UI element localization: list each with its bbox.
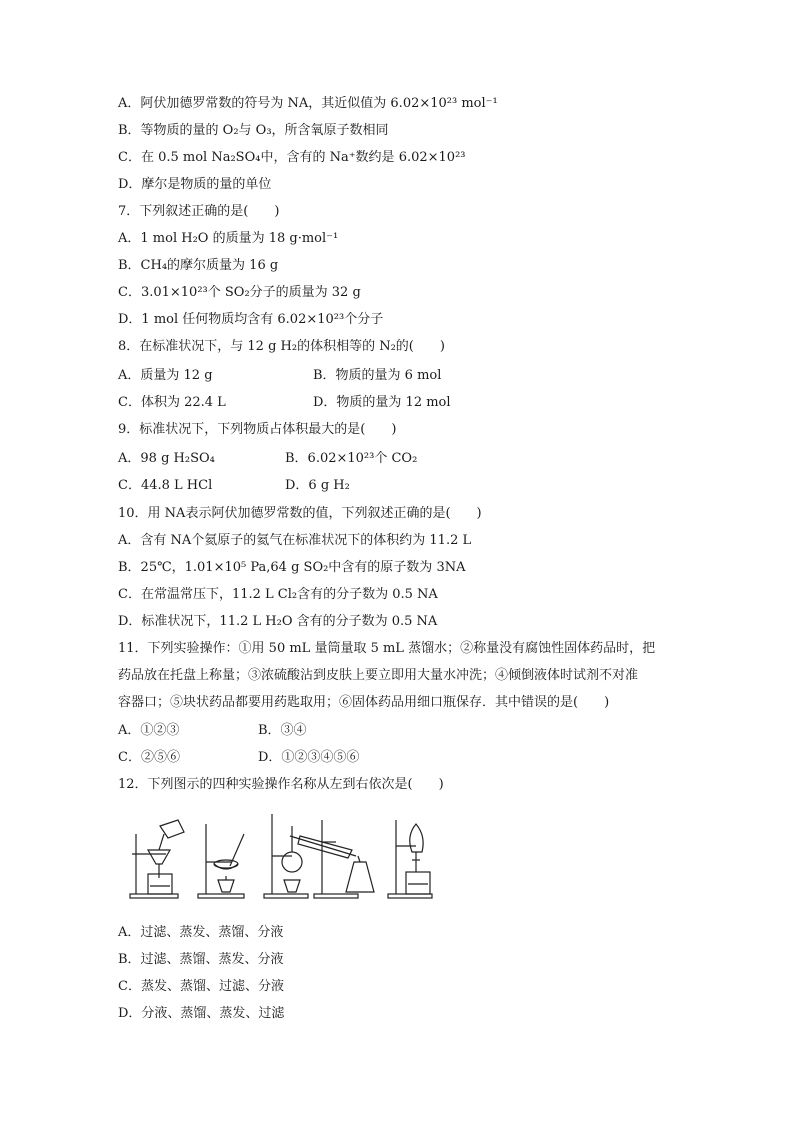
q12-option-c: C．蒸发、蒸馏、过滤、分液 (118, 979, 284, 994)
q8-option-c: C．体积为 22.4 L (118, 395, 226, 410)
q7-stem: 7．下列叙述正确的是( ) (118, 204, 280, 219)
q9-option-d: D．6 g H₂ (285, 478, 350, 493)
q8-option-d: D．物质的量为 12 mol (313, 395, 451, 410)
q6-option-d: D．摩尔是物质的量的单位 (118, 177, 272, 192)
q11-option-a: A．①②③ (118, 723, 180, 738)
filtration-apparatus (130, 820, 184, 898)
q6-option-a: A．阿伏加德罗常数的符号为 NA，其近似值为 6.02×10²³ mol⁻¹ (118, 96, 498, 111)
q9-stem: 9．标准状况下，下列物质占体积最大的是( ) (118, 422, 397, 437)
q11-stem-line2: 药品放在托盘上称量；③浓硫酸沾到皮肤上要立即用大量水冲洗；④倾倒液体时试剂不对准 (118, 668, 639, 683)
q6-option-c: C．在 0.5 mol Na₂SO₄中，含有的 Na⁺数约是 6.02×10²³ (118, 150, 466, 165)
evaporation-apparatus (198, 824, 244, 898)
q10-option-c: C．在常温常压下，11.2 L Cl₂含有的分子数为 0.5 NA (118, 587, 438, 602)
q8-option-b: B．物质的量为 6 mol (313, 368, 442, 383)
q9-option-b: B．6.02×10²³个 CO₂ (285, 451, 418, 466)
q8-stem: 8．在标准状况下，与 12 g H₂的体积相等的 N₂的( ) (118, 339, 445, 354)
q9-option-a: A．98 g H₂SO₄ (118, 451, 215, 466)
q9-option-c: C．44.8 L HCl (118, 478, 213, 493)
q7-option-a: A．1 mol H₂O 的质量为 18 g·mol⁻¹ (118, 231, 339, 246)
q7-option-d: D．1 mol 任何物质均含有 6.02×10²³个分子 (118, 312, 384, 327)
q6-option-b: B．等物质的量的 O₂与 O₃，所含氧原子数相同 (118, 123, 389, 138)
q10-option-d: D．标准状况下，11.2 L H₂O 含有的分子数为 0.5 NA (118, 614, 438, 629)
q7-option-b: B．CH₄的摩尔质量为 16 g (118, 258, 279, 273)
q11-option-c: C．②⑤⑥ (118, 750, 180, 765)
q11-stem-line3: 容器口；⑤块状药品都要用药匙取用；⑥固体药品用细口瓶保存．其中错误的是( ) (118, 695, 610, 710)
q11-option-d: D．①②③④⑤⑥ (258, 750, 360, 765)
q12-option-d: D．分液、蒸馏、蒸发、过滤 (118, 1006, 285, 1021)
lab-apparatus-figure (126, 806, 436, 906)
q11-stem-line1: 11．下列实验操作：①用 50 mL 量筒量取 5 mL 蒸馏水；②称量没有腐蚀性固体药品时，把 (118, 641, 656, 656)
q7-option-c: C．3.01×10²³个 SO₂分子的质量为 32 g (118, 285, 361, 300)
distillation-apparatus (264, 814, 374, 898)
q11-option-b: B．③④ (258, 723, 307, 738)
separatory-funnel-apparatus (388, 820, 432, 898)
q12-option-b: B．过滤、蒸馏、蒸发、分液 (118, 952, 284, 967)
q10-option-b: B．25℃，1.01×10⁵ Pa,64 g SO₂中含有的原子数为 3NA (118, 560, 466, 575)
q12-option-a: A．过滤、蒸发、蒸馏、分液 (118, 925, 284, 940)
q12-stem: 12．下列图示的四种实验操作名称从左到右依次是( ) (118, 777, 444, 792)
q10-option-a: A．含有 NA个氦原子的氦气在标准状况下的体积约为 11.2 L (118, 533, 472, 548)
q8-option-a: A．质量为 12 g (118, 368, 213, 383)
q10-stem: 10．用 NA表示阿伏加德罗常数的值，下列叙述正确的是( ) (118, 506, 482, 521)
